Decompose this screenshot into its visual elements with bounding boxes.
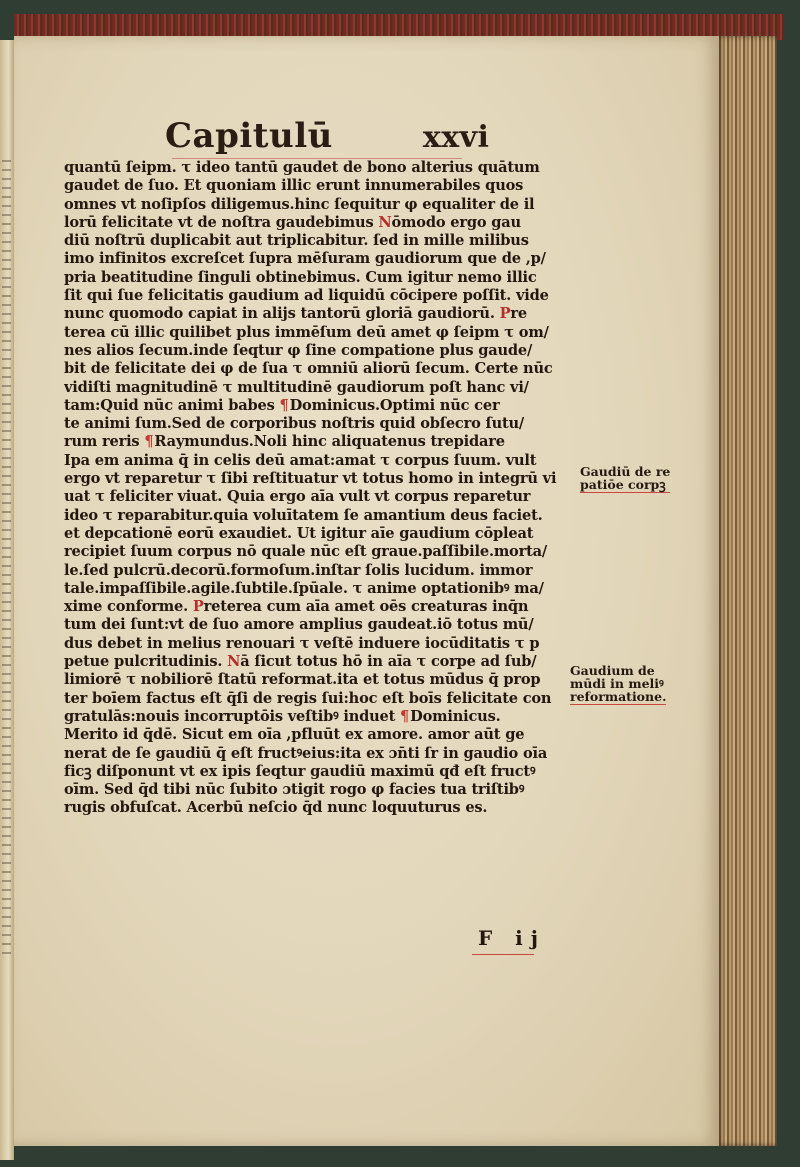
text-segment: ā ſicut totus hō in aīa τ corpe ad ſub/ <box>240 653 537 671</box>
text-segment: terea cū illic quilibet plus immēſum deū amet φ ſeipm τ om/ <box>64 323 549 341</box>
speaker-name: ¶ Raymundus. <box>144 433 253 450</box>
text-segment: diū noſtrū duplicabit aut triplicabitur. ſed in mille milibus <box>64 232 529 250</box>
chapter-heading <box>165 116 490 162</box>
text-line <box>64 305 574 323</box>
text-line <box>64 214 574 232</box>
text-line <box>64 324 574 342</box>
text-segment: Optimi nūc cer <box>379 396 500 414</box>
text-segment: quantū ſeipm. τ ideo tantū gaudet de bono alterius quātum <box>64 159 540 176</box>
text-segment: le.ſed pulcrū.decorū.formoſum.inſtar ſolis lucidum. immor <box>64 561 533 579</box>
text-line <box>64 433 574 451</box>
marginal-note-line: patiōe corpꝫ <box>580 477 666 492</box>
text-line <box>64 415 574 433</box>
text-segment: tale.impaſſibile.agile.ſubtile.ſpūale. τ anime optationibꝰ ma/ <box>64 579 544 597</box>
text-segment: ficꝫ diſponunt vt ex ipis ſeqtur gaudiū maximū qđ eſt fructꝰ <box>64 762 536 780</box>
marginal-note-line: reformatione. <box>570 689 667 704</box>
text-line <box>64 690 574 708</box>
speaker-name: ¶ Dominicus. <box>400 708 500 725</box>
text-segment: nerat de ſe gaudiū q̄ eſt fructꝰeius:ita ex ɔn̄ti ſr in gaudio oīa <box>64 744 548 762</box>
chapter-heading-word: Capitulū <box>165 116 333 156</box>
rubricated-initial: P <box>192 598 204 616</box>
text-line <box>64 653 574 671</box>
text-line <box>64 525 574 543</box>
text-line <box>64 781 574 799</box>
page-fore-edge <box>719 36 777 1146</box>
text-segment: xime conforme. <box>64 598 193 616</box>
text-segment: tam:Quid nūc animi babes <box>64 396 280 414</box>
text-segment: ergo vt reparetur τ ſibi reſtituatur vt totus homo in integrū vi <box>64 470 557 488</box>
text-segment: gratulās:nouis incorruptōis veſtibꝰ induet <box>64 707 401 725</box>
text-segment: imo infinitos excreſcet ſupra mēſuram gaudiorum que de ,p/ <box>64 250 546 268</box>
text-segment: te animi ſum.Sed de corporibus noſtris quid obſecro ſutu/ <box>64 415 525 433</box>
chapter-heading-number: xxvi <box>422 120 490 155</box>
marginal-note-line: mūdi in meliꝰ <box>570 676 664 691</box>
rubricated-initial: P <box>499 305 511 323</box>
text-line <box>64 397 574 415</box>
text-segment: nunc quomodo capiat in alijs tantorū gloriā gaudiorū. <box>64 305 500 323</box>
text-segment: oīm. Sed q̄d tibi nūc ſubito ɔtigit rogo φ facies tua triſtibꝰ <box>64 781 525 799</box>
text-line <box>64 763 574 781</box>
text-segment: re <box>510 305 527 323</box>
text-line <box>64 360 574 378</box>
text-line <box>64 616 574 634</box>
text-line <box>64 196 574 214</box>
body-text <box>64 159 574 818</box>
text-segment: recipiet ſuum corpus nō quale nūc eſt graue.paſſibile.morta/ <box>64 543 548 561</box>
text-line <box>64 269 574 287</box>
text-line <box>64 708 574 726</box>
text-line <box>64 470 574 488</box>
text-segment: et depcationē eorū exaudiet. Ut igitur aīe gaudium cōpleat <box>64 524 534 542</box>
marginal-note-line: Gaudiū de re <box>580 464 671 479</box>
text-segment: lorū felicitate vt de noſtra gaudebimus <box>64 213 379 231</box>
speaker-name: ¶ Dominicus. <box>280 397 380 414</box>
left-page-edge <box>0 40 14 1160</box>
text-segment: Ipa em anima q̄ in celis deū amat:amat τ corpus ſuum. vult <box>64 451 537 469</box>
text-segment: gaudet de ſuo. Et quoniam illic erunt innumerabiles quos <box>64 177 524 195</box>
text-line <box>64 507 574 525</box>
text-segment: dus debet in melius renouari τ veſtē induere iocūditatis τ p <box>64 634 540 652</box>
text-line <box>64 488 574 506</box>
text-segment: ſit qui ſue felicitatis gaudium ad liquidū cōcipere poſſit. vide <box>64 287 549 305</box>
text-line <box>64 726 574 744</box>
text-line <box>64 562 574 580</box>
text-line <box>64 598 574 616</box>
text-segment: rum reris <box>64 433 145 451</box>
text-line <box>64 635 574 653</box>
text-segment: rugis obfuſcat. Acerbū neſcio q̄d nunc loquuturus es. <box>64 799 488 817</box>
text-segment: ter boīem factus eſt q̄ſi de regis ſui:hoc eſt boīs felicitate con <box>64 689 552 707</box>
text-line <box>64 287 574 305</box>
rubricated-initial: N <box>227 653 241 671</box>
signature-mark: F ij <box>478 926 546 950</box>
marginal-note-line: Gaudium de <box>570 663 655 678</box>
marginal-note <box>570 664 666 705</box>
text-line <box>64 799 574 817</box>
text-segment: ōmodo ergo gau <box>391 213 521 231</box>
text-segment: reterea cum aīa amet oēs creaturas inq̄n <box>203 598 529 616</box>
text-line <box>64 580 574 598</box>
marginal-note-rule <box>570 704 666 705</box>
text-line <box>64 671 574 689</box>
text-line <box>64 159 574 177</box>
text-line <box>64 177 574 195</box>
text-segment: uat τ feliciter viuat. Quia ergo aīa vult vt corpus reparetur <box>64 488 531 506</box>
text-line <box>64 452 574 470</box>
text-segment: Merito id q̄dē. Sicut em oīa ,pfluūt ex amore. amor aūt ge <box>64 726 525 744</box>
text-line <box>64 543 574 561</box>
rubricated-initial: N <box>378 213 392 231</box>
text-segment: nes alios ſecum.inde ſeqtur φ ſine compatione plus gaude/ <box>64 341 533 359</box>
text-segment: omnes vt noſipſos diligemus.hinc ſequitur φ equaliter de il <box>64 195 535 213</box>
text-segment: limiorē τ nobiliorē ſtatū reformat.ita et totus mūdus q̄ prop <box>64 671 541 689</box>
text-line <box>64 342 574 360</box>
text-line <box>64 745 574 763</box>
text-segment: tum dei ſunt:vt de ſuo amore amplius gaudeat.iō totus mū/ <box>64 616 534 634</box>
text-segment: bit de felicitate dei φ de ſua τ omniū aliorū ſecum. Certe nūc <box>64 360 553 378</box>
text-line <box>64 250 574 268</box>
marginal-note <box>580 465 670 493</box>
text-line <box>64 379 574 397</box>
text-line <box>64 232 574 250</box>
text-segment: pria beatitudine ſinguli obtinebimus. Cum igitur nemo illic <box>64 268 537 286</box>
marginal-note-rule <box>580 492 670 493</box>
text-segment: vidiſti magnitudinē τ multitudinē gaudiorum poſt hanc vi/ <box>64 378 529 396</box>
text-segment: Noli hinc aliquatenus trepidare <box>253 433 505 451</box>
text-segment: petue pulcritudinis. <box>64 653 228 671</box>
signature-rule <box>472 954 534 955</box>
text-segment: ideo τ reparabitur.quia voluītatem ſe amantium deus faciet. <box>64 506 543 524</box>
